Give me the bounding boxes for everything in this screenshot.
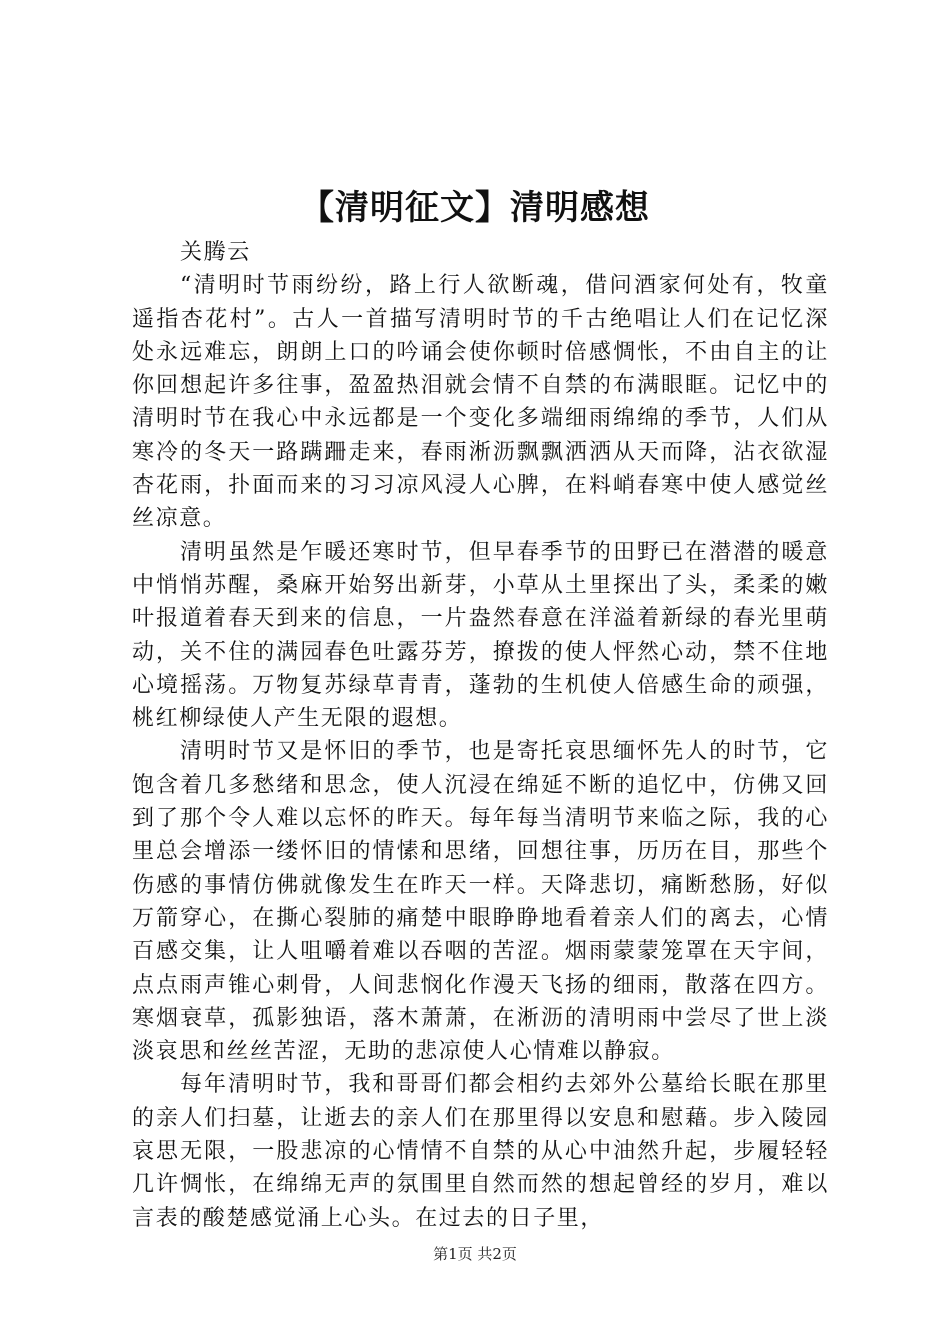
author-name: 关腾云 [180,240,251,265]
paragraph-2: 清明虽然是乍暖还寒时节，但早春季节的田野已在潜潜的暖意中悄悄苏醒，桑麻开始努出新芽，小草从土里探出了头，柔柔的嫩叶报道着春天到来的信息，一片盎然春意在洋溢着新绿的春光里萌动，关不住的满园春色吐露芬芳，撩拨的使人怦然心动，禁不住地心境摇荡。万物复苏绿草青青，蓬勃的生机使人倍感生命的顽强，桃红柳绿使人产生无限的遐想。 [132,539,829,732]
paragraph-4: 每年清明时节，我和哥哥们都会相约去郊外公墓给长眠在那里的亲人们扫墓，让逝去的亲人们在那里得以安息和慰藉。步入陵园哀思无限，一股悲凉的心情情不自禁的从心中油然升起，步履轻轻几许惆怅，在绵绵无声的氛围里自然而然的想起曾经的岁月，难以言表的酸楚感觉涌上心头。在过去的日子里， [132,1072,829,1231]
page-number-footer: 第1页 共2页 [433,1245,517,1263]
paragraph-3: 清明时节又是怀旧的季节，也是寄托哀思缅怀先人的时节，它饱含着几多愁绪和思念，使人沉浸在绵延不断的追忆中，仿佛又回到了那个令人难以忘怀的昨天。每年每当清明节来临之际，我的心里总会增添一缕怀旧的情愫和思绪，回想往事，历历在目，那些个伤感的事情仿佛就像发生在昨天一样。天降悲切，痛断愁肠，好似万箭穿心，在撕心裂肺的痛楚中眼睁睁地看着亲人们的离去，心情百感交集，让人咀嚼着难以吞咽的苦涩。烟雨蒙蒙笼罩在天宇间，点点雨声锥心刺骨，人间悲悯化作漫天飞扬的细雨，散落在四方。寒烟衰草，孤影独语，落木萧萧，在淅沥的清明雨中尝尽了世上淡淡哀思和丝丝苦涩，无助的悲凉使人心情难以静寂。 [132,739,829,1065]
document-body [132,236,829,1235]
document-title: 【清明征文】清明感想 [300,188,650,228]
paragraph-1: “清明时节雨纷纷，路上行人欲断魂，借问酒家何处有，牧童遥指杏花村”。古人一首描写清明时节的千古绝唱让人们在记忆深处永远难忘，朗朗上口的吟诵会使你顿时倍感惆怅，不由自主的让你回想起许多往事，盈盈热泪就会情不自禁的布满眼眶。记忆中的清明时节在我心中永远都是一个变化多端细雨绵绵的季节，人们从寒冷的冬天一路蹒跚走来，春雨淅沥飘飘洒洒从天而降，沾衣欲湿杏花雨，扑面而来的习习凉风浸人心脾，在料峭春寒中使人感觉丝丝凉意。 [132,273,829,532]
